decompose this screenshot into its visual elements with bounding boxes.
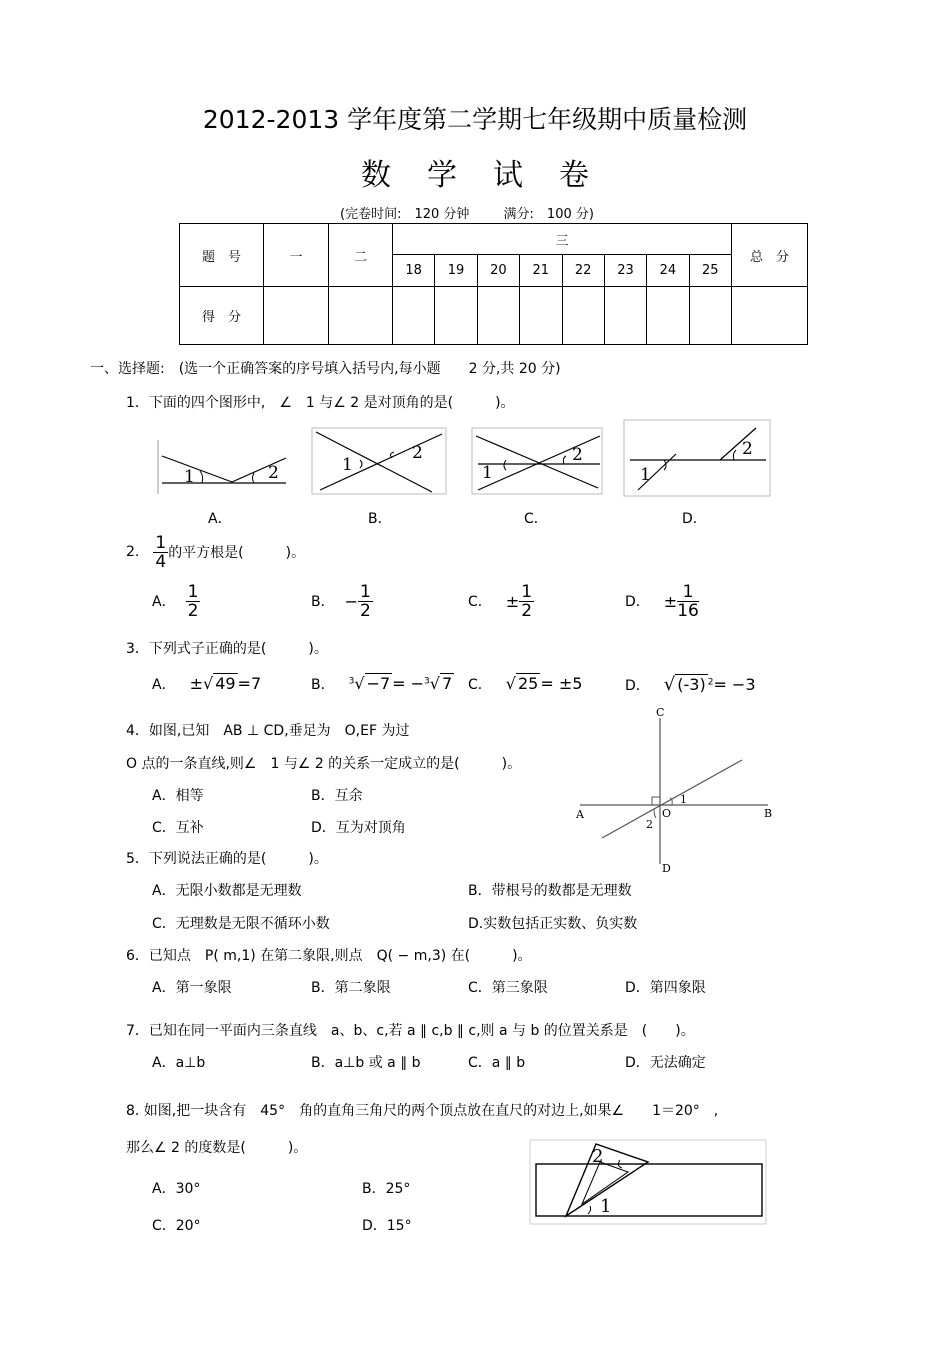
q3-option-a[interactable]: A． ±√ 49 =7 <box>152 674 262 693</box>
score-cell[interactable] <box>732 287 808 345</box>
q8-line-1: 8. 如图,把一块含有 45° 角的直角三角尺的两个顶点放在直尺的对边上,如果∠ 1＝20° , <box>126 1103 719 1119</box>
score-sub-19: 19 <box>435 255 477 287</box>
score-sub-21: 21 <box>520 255 562 287</box>
score-cell[interactable] <box>435 287 477 345</box>
exam-subtitle: 数学试卷 <box>361 158 625 193</box>
q1-c-label-1: 1 <box>482 463 493 483</box>
q7-option-a[interactable]: A．a⊥b <box>152 1055 206 1071</box>
q1-a-label-1: 1 <box>184 467 195 487</box>
q6-stem: 6．已知点 P( m,1) 在第二象限,则点 Q( − m,3) 在( )。 <box>126 948 532 964</box>
q1-option-b[interactable]: B． <box>368 511 392 527</box>
q4-option-b[interactable]: B．互余 <box>311 788 363 804</box>
q8-option-b[interactable]: B．25° <box>362 1181 411 1197</box>
q3-option-d[interactable]: D． √ (-3) $^2$= −3 <box>625 674 756 695</box>
exam-title: 2012-2013 学年度第二学期七年级期中质量检测 <box>202 105 748 134</box>
q8-line-2: 那么∠ 2 的度数是( )。 <box>126 1140 308 1156</box>
q5-option-a[interactable]: A．无限小数都是无理数 <box>152 883 302 899</box>
q4-label-c: C <box>656 706 665 719</box>
score-col-2: 二 <box>329 224 393 287</box>
q1-option-d[interactable]: D． <box>682 511 707 527</box>
score-label: 得 分 <box>180 287 264 345</box>
q6-option-b[interactable]: B．第二象限 <box>311 980 391 996</box>
q2-fraction: $\frac{1}{4}$ <box>155 532 167 572</box>
q4-line-2: O 点的一条直线,则∠ 1 与∠ 2 的关系一定成立的是( )。 <box>126 756 522 772</box>
q4-label-a: A <box>576 808 584 821</box>
q1-b-label-1: 1 <box>342 455 353 475</box>
score-cell[interactable] <box>562 287 604 345</box>
score-sub-24: 24 <box>647 255 689 287</box>
score-sub-23: 23 <box>604 255 646 287</box>
exam-full-score: 满分: 100 分) <box>503 207 594 222</box>
q1-d-label-1: 1 <box>640 465 651 485</box>
q2-option-c[interactable]: C． ± $\frac{1}{2}$ <box>468 581 533 621</box>
score-cell[interactable] <box>477 287 519 345</box>
q1-a-label-2: 2 <box>268 463 279 483</box>
q7-option-b[interactable]: B．a⊥b 或 a ∥ b <box>311 1055 421 1071</box>
score-sub-22: 22 <box>562 255 604 287</box>
q1-figure-b <box>312 428 447 496</box>
q2-stem-text: 的平方根是( )。 <box>168 545 306 561</box>
q1-figure-c <box>472 428 604 496</box>
q4-label-b: B <box>764 807 773 820</box>
score-cell[interactable] <box>520 287 562 345</box>
q4-option-a[interactable]: A．相等 <box>152 788 204 804</box>
score-sub-25: 25 <box>689 255 731 287</box>
q1-figure-a <box>158 428 288 498</box>
q4-label-2: 2 <box>646 818 653 831</box>
score-cell[interactable] <box>647 287 689 345</box>
q8-option-c[interactable]: C．20° <box>152 1218 201 1234</box>
q7-stem: 7．已知在同一平面内三条直线 a、b、c,若 a ∥ c,b ∥ c,则 a 与 b 的位置关系是 ( )。 <box>126 1023 695 1039</box>
q1-option-a[interactable]: A． <box>208 511 232 527</box>
score-sub-20: 20 <box>477 255 519 287</box>
q3-stem: 3．下列式子正确的是( )。 <box>126 641 328 657</box>
score-cell[interactable] <box>393 287 435 345</box>
score-sub-18: 18 <box>393 255 435 287</box>
q6-option-d[interactable]: D．第四象限 <box>625 980 706 996</box>
q3-option-c[interactable]: C． √ 25 = ±5 <box>468 674 583 693</box>
q2-option-b[interactable]: B． − $\frac{1}{2}$ <box>311 581 371 621</box>
q5-option-b[interactable]: B．带根号的数都是无理数 <box>468 883 632 899</box>
q5-option-c[interactable]: C．无理数是无限不循环小数 <box>152 916 330 932</box>
q4-line-1: 4．如图,已知 AB ⊥ CD,垂足为 O,EF 为过 <box>126 723 410 739</box>
q1-stem: 1．下面的四个图形中, ∠ 1 与∠ 2 是对顶角的是( )。 <box>126 395 515 411</box>
q8-figure <box>530 1140 768 1226</box>
score-col-3: 三 <box>393 224 732 255</box>
q5-option-d[interactable]: D.实数包括正实数、负实数 <box>468 916 638 932</box>
q8-option-a[interactable]: A．30° <box>152 1181 201 1197</box>
q8-label-2: 2 <box>592 1146 604 1167</box>
q1-figure-d <box>624 420 774 498</box>
q2-option-a[interactable]: A． $\frac{1}{2}$ <box>152 581 199 621</box>
exam-time: (完卷时间: 120 分钟 <box>340 207 470 222</box>
exam-meta <box>340 203 604 222</box>
q4-figure <box>572 704 782 874</box>
q4-option-c[interactable]: C．互补 <box>152 820 204 836</box>
score-cell[interactable] <box>689 287 731 345</box>
score-table <box>179 223 808 345</box>
q8-option-d[interactable]: D．15° <box>362 1218 412 1234</box>
section-1-heading: 一、选择题: (选一个正确答案的序号填入括号内,每小题 2 分,共 20 分) <box>90 361 561 377</box>
q4-label-d: D <box>662 862 671 875</box>
q1-b-label-2: 2 <box>412 443 423 463</box>
q2-number: 2. <box>126 544 140 560</box>
q2-stem <box>126 530 305 574</box>
q1-c-label-2: 2 <box>572 445 583 465</box>
q5-stem: 5．下列说法正确的是( )。 <box>126 851 328 867</box>
score-cell[interactable] <box>329 287 393 345</box>
q6-option-c[interactable]: C．第三象限 <box>468 980 548 996</box>
q4-option-d[interactable]: D．互为对顶角 <box>311 820 406 836</box>
q4-label-o: O <box>662 807 672 820</box>
q8-label-1: 1 <box>600 1196 612 1217</box>
q6-option-a[interactable]: A．第一象限 <box>152 980 232 996</box>
q7-option-c[interactable]: C．a ∥ b <box>468 1055 526 1071</box>
score-row-title: 题 号 <box>180 224 264 287</box>
score-cell[interactable] <box>264 287 329 345</box>
q4-label-1: 1 <box>680 793 687 806</box>
score-cell[interactable] <box>604 287 646 345</box>
q1-option-c[interactable]: C． <box>524 511 548 527</box>
q1-d-label-2: 2 <box>742 439 753 459</box>
score-col-1: 一 <box>264 224 329 287</box>
score-total: 总 分 <box>732 224 808 287</box>
q7-option-d[interactable]: D．无法确定 <box>625 1055 706 1071</box>
q3-option-b[interactable]: B． $^3$√ −7 = −$^3$√ 7 <box>311 674 453 693</box>
q2-option-d[interactable]: D． ± $\frac{1}{16}$ <box>625 581 699 621</box>
